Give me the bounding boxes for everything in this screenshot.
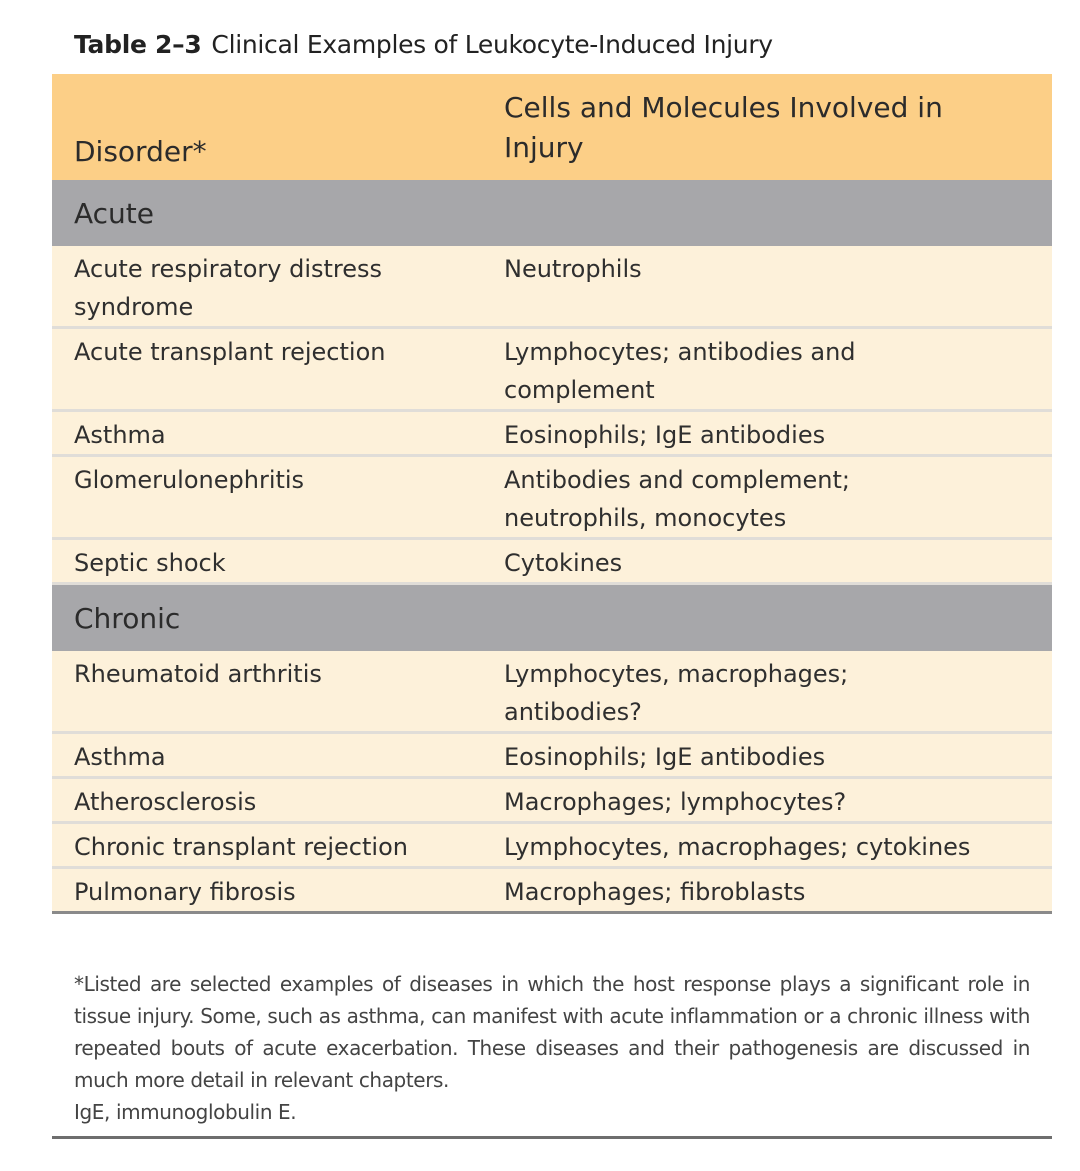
disorder-cell <box>52 250 504 326</box>
cells-molecules-cell <box>504 416 1052 454</box>
cells-molecules-cell <box>504 461 1052 537</box>
cell-line: neutrophils, monocytes <box>504 504 787 532</box>
table-row <box>52 869 1052 914</box>
disorder-cell <box>52 738 504 776</box>
cell-line: Macrophages; lymphocytes? <box>504 788 847 816</box>
table-row <box>52 779 1052 824</box>
cells-molecules-cell <box>504 783 1052 821</box>
table-row <box>52 412 1052 457</box>
footnote <box>52 968 1052 1128</box>
cell-line: Septic shock <box>74 549 226 577</box>
cells-molecules-cell <box>504 250 1052 326</box>
disorder-cell <box>52 873 504 911</box>
header-col2-line2: Injury <box>504 131 584 164</box>
disorder-cell <box>52 333 504 409</box>
bottom-rule <box>52 1136 1052 1139</box>
header-col2-line1: Cells and Molecules Involved in <box>504 91 943 124</box>
table-number: Table 2–3 <box>74 30 202 59</box>
cell-line: Rheumatoid arthritis <box>74 660 322 688</box>
cell-line: Asthma <box>74 743 166 771</box>
section-header: Chronic <box>52 585 1052 651</box>
cells-molecules-cell <box>504 655 1052 731</box>
table-row <box>52 824 1052 869</box>
cell-line: Macrophages; fibroblasts <box>504 878 806 906</box>
disorder-cell <box>52 655 504 731</box>
cell-line: Lymphocytes, macrophages; <box>504 660 849 688</box>
table-row <box>52 540 1052 585</box>
cell-line: Cytokines <box>504 549 623 577</box>
disorder-cell <box>52 783 504 821</box>
cell-line: Acute transplant rejection <box>74 338 386 366</box>
cell-line: Antibodies and complement; <box>504 466 850 494</box>
cell-line: complement <box>504 376 655 404</box>
disorder-cell <box>52 828 504 866</box>
cells-molecules-cell <box>504 544 1052 582</box>
footnote-abbreviation: IgE, immunoglobulin E. <box>74 1100 297 1124</box>
cell-line: Chronic transplant rejection <box>74 833 408 861</box>
footnote-text: *Listed are selected examples of diseases in which the host response plays a significant role in tissue injury. Some, such as asthma, can manifest with acute inflammation or a chronic illness with repeated bouts of acute exacerbation. These diseases and their pathogenesis are discussed in much more detail in relevant chapters. <box>74 972 1030 1092</box>
cell-line: antibodies? <box>504 698 642 726</box>
disorder-cell <box>52 544 504 582</box>
section-header: Acute <box>52 180 1052 246</box>
cell-line: Eosinophils; IgE antibodies <box>504 743 826 771</box>
cell-line: Acute respiratory distress <box>74 255 383 283</box>
table-row <box>52 651 1052 734</box>
cells-molecules-cell <box>504 333 1052 409</box>
table-title: Clinical Examples of Leukocyte-Induced Injury <box>211 30 773 59</box>
cell-line: Asthma <box>74 421 166 449</box>
cell-line: Glomerulonephritis <box>74 466 305 494</box>
cell-line: Atherosclerosis <box>74 788 257 816</box>
disorder-cell <box>52 461 504 537</box>
cells-molecules-cell <box>504 738 1052 776</box>
table-row <box>52 457 1052 540</box>
header-cells-molecules <box>504 74 1052 180</box>
cell-line: syndrome <box>74 293 194 321</box>
header-disorder: Disorder* <box>74 135 207 168</box>
cell-line: Eosinophils; IgE antibodies <box>504 421 826 449</box>
cell-line: Lymphocytes, macrophages; cytokines <box>504 833 971 861</box>
table-row <box>52 329 1052 412</box>
cell-line: Neutrophils <box>504 255 642 283</box>
table-row <box>52 246 1052 329</box>
table-caption <box>74 30 773 59</box>
table-header <box>52 74 1052 180</box>
table-row <box>52 734 1052 779</box>
cell-line: Lymphocytes; antibodies and <box>504 338 856 366</box>
data-table <box>52 74 1052 914</box>
disorder-cell <box>52 416 504 454</box>
cell-line: Pulmonary fibrosis <box>74 878 296 906</box>
cells-molecules-cell <box>504 873 1052 911</box>
table-body <box>52 180 1052 914</box>
cells-molecules-cell <box>504 828 1052 866</box>
